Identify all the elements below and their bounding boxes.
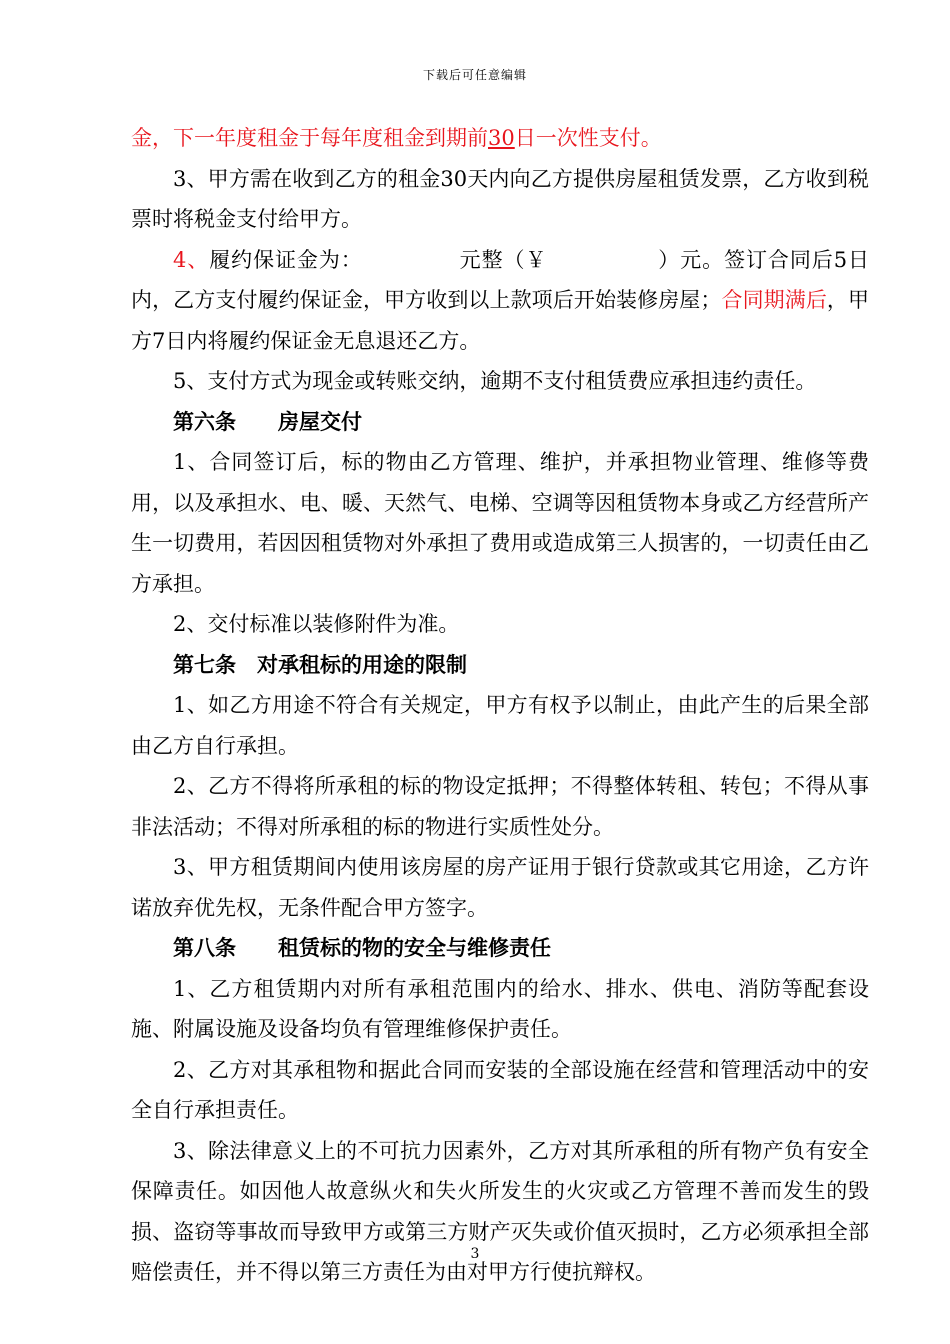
paragraph-7-1: 1、如乙方用途不符合有关规定，甲方有权予以制止，由此产生的后果全部由乙方自行承担。: [131, 693, 869, 758]
page-number: 3: [470, 1246, 480, 1262]
paragraph-payment-method: 5、支付方式为现金或转账交纳，逾期不支付租赁费应承担违约责任。: [173, 369, 817, 393]
red-text: 金，下一年度租金于每年度租金到期前: [131, 126, 488, 150]
deposit-text: ，甲方7日内将履约保证金无息退还乙方。: [131, 288, 870, 353]
paragraph-8-3: 3、除法律意义上的不可抗力因素外，乙方对其所承租的所有物产负有安全保障责任。如因他人故意纵火和失火所发生的火灾或乙方管理不善而发生的毁损、盗窃等事故而导致甲方或第三方财产灭失或价值灭损时，乙方必须承担全部赔偿责任，并不得以第三方责任为由对甲方行使抗辩权。: [131, 1138, 869, 1284]
heading-article-7: 第七条 对承租标的用途的限制: [173, 651, 467, 677]
paragraph-6-1: 1、合同签订后，标的物由乙方管理、维护，并承担物业管理、维修等费用，以及承担水、电、暖、天然气、电梯、空调等因租赁物本身或乙方经营所产生一切费用，若因因租赁物对外承担了费用或造成第三人损害的，一切责任由乙方承担。: [131, 450, 869, 596]
document-body: [131, 118, 869, 1293]
deposit-text: 履约保证金为：: [209, 247, 363, 272]
paragraph-deposit: [131, 240, 869, 362]
paragraph-8-2: 2、乙方对其承租物和据此合同而安装的全部设施在经营和管理活动中的安全自行承担责任。: [131, 1057, 869, 1122]
paragraph-6-2: 2、交付标准以装修附件为准。: [173, 612, 460, 636]
paragraph-8-1: 1、乙方租赁期内对所有承租范围内的给水、排水、供电、消防等配套设施、附属设施及设备均负有管理维修保护责任。: [131, 976, 869, 1041]
paragraph-7-3: 3、甲方租赁期间内使用该房屋的房产证用于银行贷款或其它用途，乙方许诺放弃优先权，无条件配合甲方签字。: [131, 855, 869, 920]
red-clause-number: 4、: [173, 247, 210, 272]
red-contract-expiry: 合同期满后: [721, 288, 827, 312]
deposit-text: ）元。签订合同后5日内，乙方支付履约保证金，甲方收到以上款项后开始装修房屋；: [131, 247, 869, 312]
paragraph-invoice: 3、甲方需在收到乙方的租金30天内向乙方提供房屋租赁发票，乙方收到税票时将税金支付给甲方。: [131, 166, 869, 231]
heading-article-6: 第六条 房屋交付: [173, 408, 362, 434]
paragraph-rent-payment: [131, 118, 869, 159]
heading-article-8: 第八条 租赁标的物的安全与维修责任: [173, 935, 551, 960]
paragraph-7-2: 2、乙方不得将所承租的标的物设定抵押；不得整体转租、转包；不得从事非法活动；不得对所承租的标的物进行实质性处分。: [131, 774, 869, 839]
deposit-text: 元整（￥: [458, 247, 548, 272]
red-text: 日一次性支付。: [514, 126, 662, 150]
red-underlined-days: 30: [488, 126, 515, 150]
page-header: 下载后可任意编辑: [422, 68, 527, 82]
